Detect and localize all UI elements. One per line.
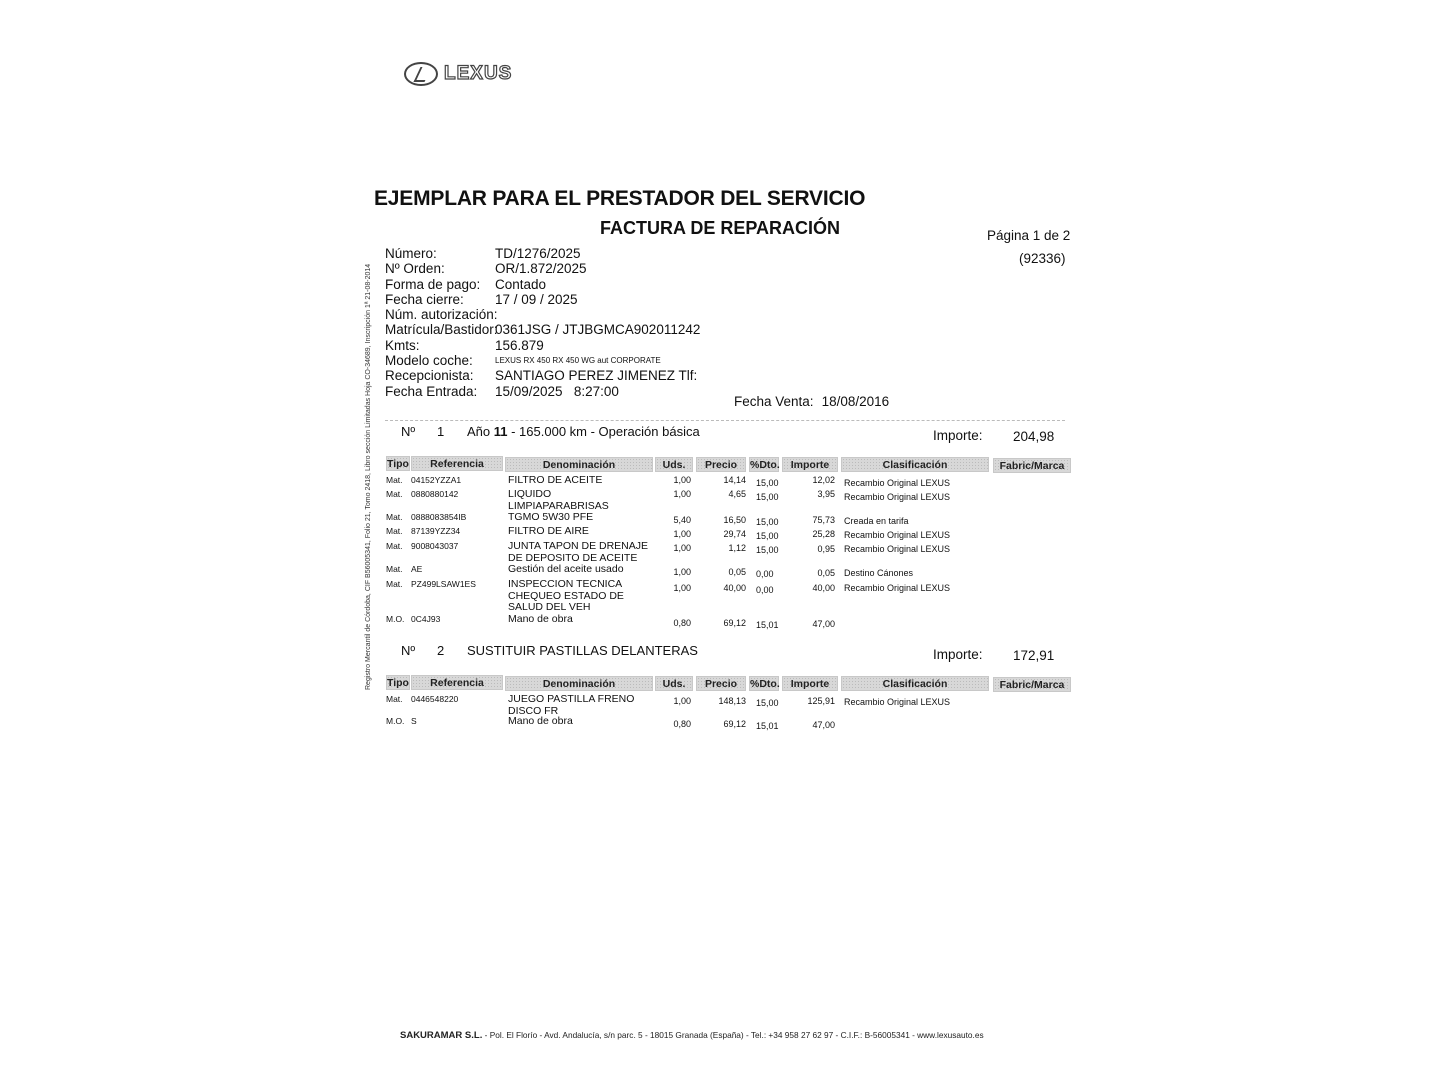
cell-precio: 4,65 — [728, 489, 746, 499]
cell-denominacion: TGMO 5W30 PFE — [508, 511, 594, 523]
cell-dto: 15,00 — [756, 531, 779, 541]
importe-value: 204,98 — [1013, 429, 1055, 444]
cell-uds: 0,80 — [673, 618, 691, 628]
cell-precio: 14,14 — [723, 475, 746, 485]
cell-clasificacion: Recambio Original LEXUS — [844, 492, 951, 502]
cell-referencia: 0C4J93 — [411, 614, 441, 624]
divider — [385, 420, 1065, 421]
cell-tipo: Mat. — [386, 526, 403, 536]
operation-number: 1 — [437, 424, 445, 439]
invoice-info — [385, 246, 700, 399]
cell-uds: 1,00 — [673, 475, 691, 485]
description-suffix: - 165.000 km - Operación básica — [507, 424, 700, 439]
cell-clasificacion: Destino Cánones — [844, 568, 914, 578]
cell-referencia: S — [411, 716, 417, 726]
operation-number: 2 — [437, 643, 445, 658]
document-reference: (92336) — [1019, 251, 1066, 266]
info-value: OR/1.872/2025 — [495, 261, 587, 277]
footer-details: - Pol. El Florío - Avd. Andalucía, s/n parc. 5 - 18015 Granada (España) - Tel.: +34 958 27 62 97 - C.I.F.: B-56005341 - www.lexusauto.es — [482, 1030, 984, 1040]
cell-clasificacion: Recambio Original LEXUS — [844, 544, 951, 554]
info-label: Modelo coche: — [385, 353, 473, 369]
cell-importe: 0,05 — [817, 568, 835, 578]
th-fabric-marca: Fabric/Marca — [993, 677, 1071, 692]
th-importe: Importe — [782, 457, 838, 472]
cell-uds: 1,00 — [673, 543, 691, 553]
info-label: Fecha cierre: — [385, 291, 464, 307]
cell-dto: 15,00 — [756, 492, 779, 502]
cell-referencia: 0888083854IB — [411, 512, 467, 522]
importe-label: Importe: — [933, 428, 983, 443]
cell-dto: 15,00 — [756, 545, 779, 555]
info-value: 156.879 — [495, 337, 544, 353]
cell-denominacion: FILTRO DE ACEITE — [508, 474, 603, 486]
cell-tipo: M.O. — [386, 614, 405, 624]
th-uds: Uds. — [655, 676, 693, 691]
info-row-recepcionista — [385, 368, 700, 383]
cell-importe: 40,00 — [812, 583, 835, 593]
cell-referencia: 9008043037 — [411, 541, 459, 551]
cell-importe: 75,73 — [812, 515, 835, 525]
cell-denominacion: FILTRO DE AIRE — [508, 525, 589, 537]
description-bold: 11 — [493, 424, 508, 439]
info-label: Núm. autorización: — [385, 307, 498, 323]
th-importe: Importe — [782, 676, 838, 691]
cell-uds: 1,00 — [673, 583, 691, 593]
info-label: Recepcionista: — [385, 368, 474, 384]
operation-header-1 — [401, 424, 700, 439]
info-label: Forma de pago: — [385, 276, 481, 292]
info-value: Contado — [495, 276, 547, 292]
footer-company: SAKURAMAR S.L. — [400, 1030, 483, 1041]
th-tipo: Tipo — [387, 458, 409, 470]
cell-dto: 0,00 — [756, 585, 774, 595]
operation-header-2 — [401, 643, 698, 658]
cell-clasificacion: Recambio Original LEXUS — [844, 530, 951, 540]
cell-importe: 125,91 — [807, 696, 835, 706]
cell-referencia: AE — [411, 564, 423, 574]
cell-referencia: 0880880142 — [411, 489, 459, 499]
cell-denominacion: Mano de obra — [508, 715, 573, 727]
info-label: Kmts: — [385, 337, 420, 353]
cell-uds: 0,80 — [673, 719, 691, 729]
cell-uds: 1,00 — [673, 489, 691, 499]
info-row-orden — [385, 261, 700, 276]
cell-dto: 15,01 — [756, 620, 779, 630]
cell-dto: 15,01 — [756, 721, 779, 731]
cell-importe: 3,95 — [817, 489, 835, 499]
importe-value: 172,91 — [1013, 648, 1055, 663]
info-label: Número: — [385, 246, 437, 261]
cell-dto: 0,00 — [756, 569, 774, 579]
operation-description — [467, 643, 698, 658]
info-label: Matrícula/Bastidor: — [385, 322, 498, 338]
th-denominacion: Denominación — [505, 457, 653, 472]
cell-denominacion: LIQUIDO LIMPIAPARABRISAS — [508, 488, 609, 512]
cell-precio: 40,00 — [723, 583, 746, 593]
th-tipo: Tipo — [387, 677, 409, 689]
th-dto: %Dto. — [750, 678, 780, 690]
info-value: 0361JSG / JTJBGMCA902011242 — [495, 322, 701, 338]
operation-number-label: Nº — [401, 424, 416, 439]
th-precio: Precio — [696, 457, 746, 472]
cell-dto: 15,00 — [756, 517, 779, 527]
cell-tipo: Mat. — [386, 564, 403, 574]
th-dto: %Dto. — [750, 459, 780, 471]
th-denominacion: Denominación — [505, 676, 653, 691]
th-uds: Uds. — [655, 457, 693, 472]
info-row-autorizacion — [385, 307, 700, 322]
info-row-fecha-entrada — [385, 384, 700, 399]
cell-tipo: Mat. — [386, 541, 403, 551]
info-row-kmts — [385, 338, 700, 353]
th-clasificacion: Clasificación — [841, 457, 989, 472]
cell-precio: 69,12 — [723, 719, 746, 729]
cell-importe: 12,02 — [812, 475, 835, 485]
operation-number-label: Nº — [401, 643, 416, 658]
fecha-venta — [734, 394, 889, 409]
th-precio: Precio — [696, 676, 746, 691]
cell-precio: 1,12 — [728, 543, 746, 553]
th-referencia: Referencia — [411, 675, 503, 690]
info-value: TD/1276/2025 — [495, 246, 581, 261]
info-row-fecha-cierre — [385, 292, 700, 307]
info-label: Nº Orden: — [385, 261, 445, 277]
cell-uds: 5,40 — [673, 515, 691, 525]
info-value: 15/09/2025 8:27:00 — [495, 383, 619, 399]
th-referencia: Referencia — [411, 456, 503, 471]
cell-dto: 15,00 — [756, 478, 779, 488]
cell-importe: 47,00 — [812, 619, 835, 629]
info-value: 17 / 09 / 2025 — [495, 291, 578, 307]
cell-uds: 1,00 — [673, 529, 691, 539]
cell-precio: 0,05 — [728, 567, 746, 577]
cell-tipo: Mat. — [386, 579, 403, 589]
page-indicator: Página 1 de 2 — [987, 228, 1071, 243]
description-prefix: SUSTITUIR PASTILLAS DELANTERAS — [467, 643, 698, 658]
cell-precio: 29,74 — [723, 529, 746, 539]
cell-denominacion: Mano de obra — [508, 613, 573, 625]
info-value: LEXUS RX 450 RX 450 WG aut CORPORATE — [495, 356, 661, 366]
info-row-numero — [385, 246, 700, 261]
th-fabric-marca: Fabric/Marca — [993, 458, 1071, 473]
registry-side-text: Registro Mercantil de Córdoba, CIF B56005341, Folio 21, Tomo 2418, Libro sección Limitadas Hoja CO-34689, Inscripción 1ª 21-08-2014 — [365, 263, 372, 690]
cell-denominacion: JUEGO PASTILLA FRENO DISCO FR — [508, 693, 635, 717]
th-clasificacion: Clasificación — [841, 676, 989, 691]
lexus-emblem-icon — [404, 62, 438, 86]
cell-tipo: Mat. — [386, 475, 403, 485]
fecha-venta-value: 18/08/2016 — [821, 394, 890, 409]
cell-denominacion: INSPECCION TECNICA CHEQUEO ESTADO DE SALUD DEL VEH — [508, 578, 624, 613]
cell-clasificacion: Creada en tarifa — [844, 516, 909, 526]
cell-referencia: 0446548220 — [411, 694, 459, 704]
cell-precio: 148,13 — [718, 696, 746, 706]
table-header-1 — [0, 456, 1440, 474]
cell-clasificacion: Recambio Original LEXUS — [844, 583, 951, 593]
document-subtitle: FACTURA DE REPARACIÓN — [600, 218, 841, 238]
cell-importe: 25,28 — [812, 529, 835, 539]
cell-tipo: Mat. — [386, 694, 403, 704]
cell-denominacion: Gestión del aceite usado — [508, 563, 624, 575]
cell-precio: 69,12 — [723, 618, 746, 628]
document-title: EJEMPLAR PARA EL PRESTADOR DEL SERVICIO — [374, 187, 866, 210]
info-row-modelo — [385, 353, 700, 368]
brand-name: LEXUS — [444, 63, 513, 84]
cell-precio: 16,50 — [723, 515, 746, 525]
info-value: SANTIAGO PEREZ JIMENEZ Tlf: — [495, 368, 698, 384]
cell-importe: 47,00 — [812, 720, 835, 730]
cell-referencia: 87139YZZ34 — [411, 526, 461, 536]
cell-tipo: Mat. — [386, 489, 403, 499]
fecha-venta-label: Fecha Venta: — [734, 394, 814, 409]
footer — [400, 1030, 984, 1041]
cell-uds: 1,00 — [673, 696, 691, 706]
cell-tipo: Mat. — [386, 512, 403, 522]
cell-uds: 1,00 — [673, 567, 691, 577]
cell-clasificacion: Recambio Original LEXUS — [844, 478, 951, 488]
cell-clasificacion: Recambio Original LEXUS — [844, 697, 951, 707]
cell-referencia: 04152YZZA1 — [411, 475, 462, 485]
cell-referencia: PZ499LSAW1ES — [411, 579, 476, 589]
cell-dto: 15,00 — [756, 698, 779, 708]
description-prefix: Año — [467, 424, 494, 439]
table-header-2 — [0, 675, 1440, 693]
operation-description — [467, 424, 700, 439]
info-label: Fecha Entrada: — [385, 383, 478, 399]
info-row-forma-pago — [385, 277, 700, 292]
info-row-matricula — [385, 322, 700, 337]
cell-tipo: M.O. — [386, 716, 405, 726]
cell-importe: 0,95 — [817, 544, 835, 554]
importe-label: Importe: — [933, 647, 983, 662]
lexus-logo — [404, 60, 549, 88]
cell-denominacion: JUNTA TAPON DE DRENAJE DE DEPOSITO DE ACEITE — [508, 540, 649, 564]
